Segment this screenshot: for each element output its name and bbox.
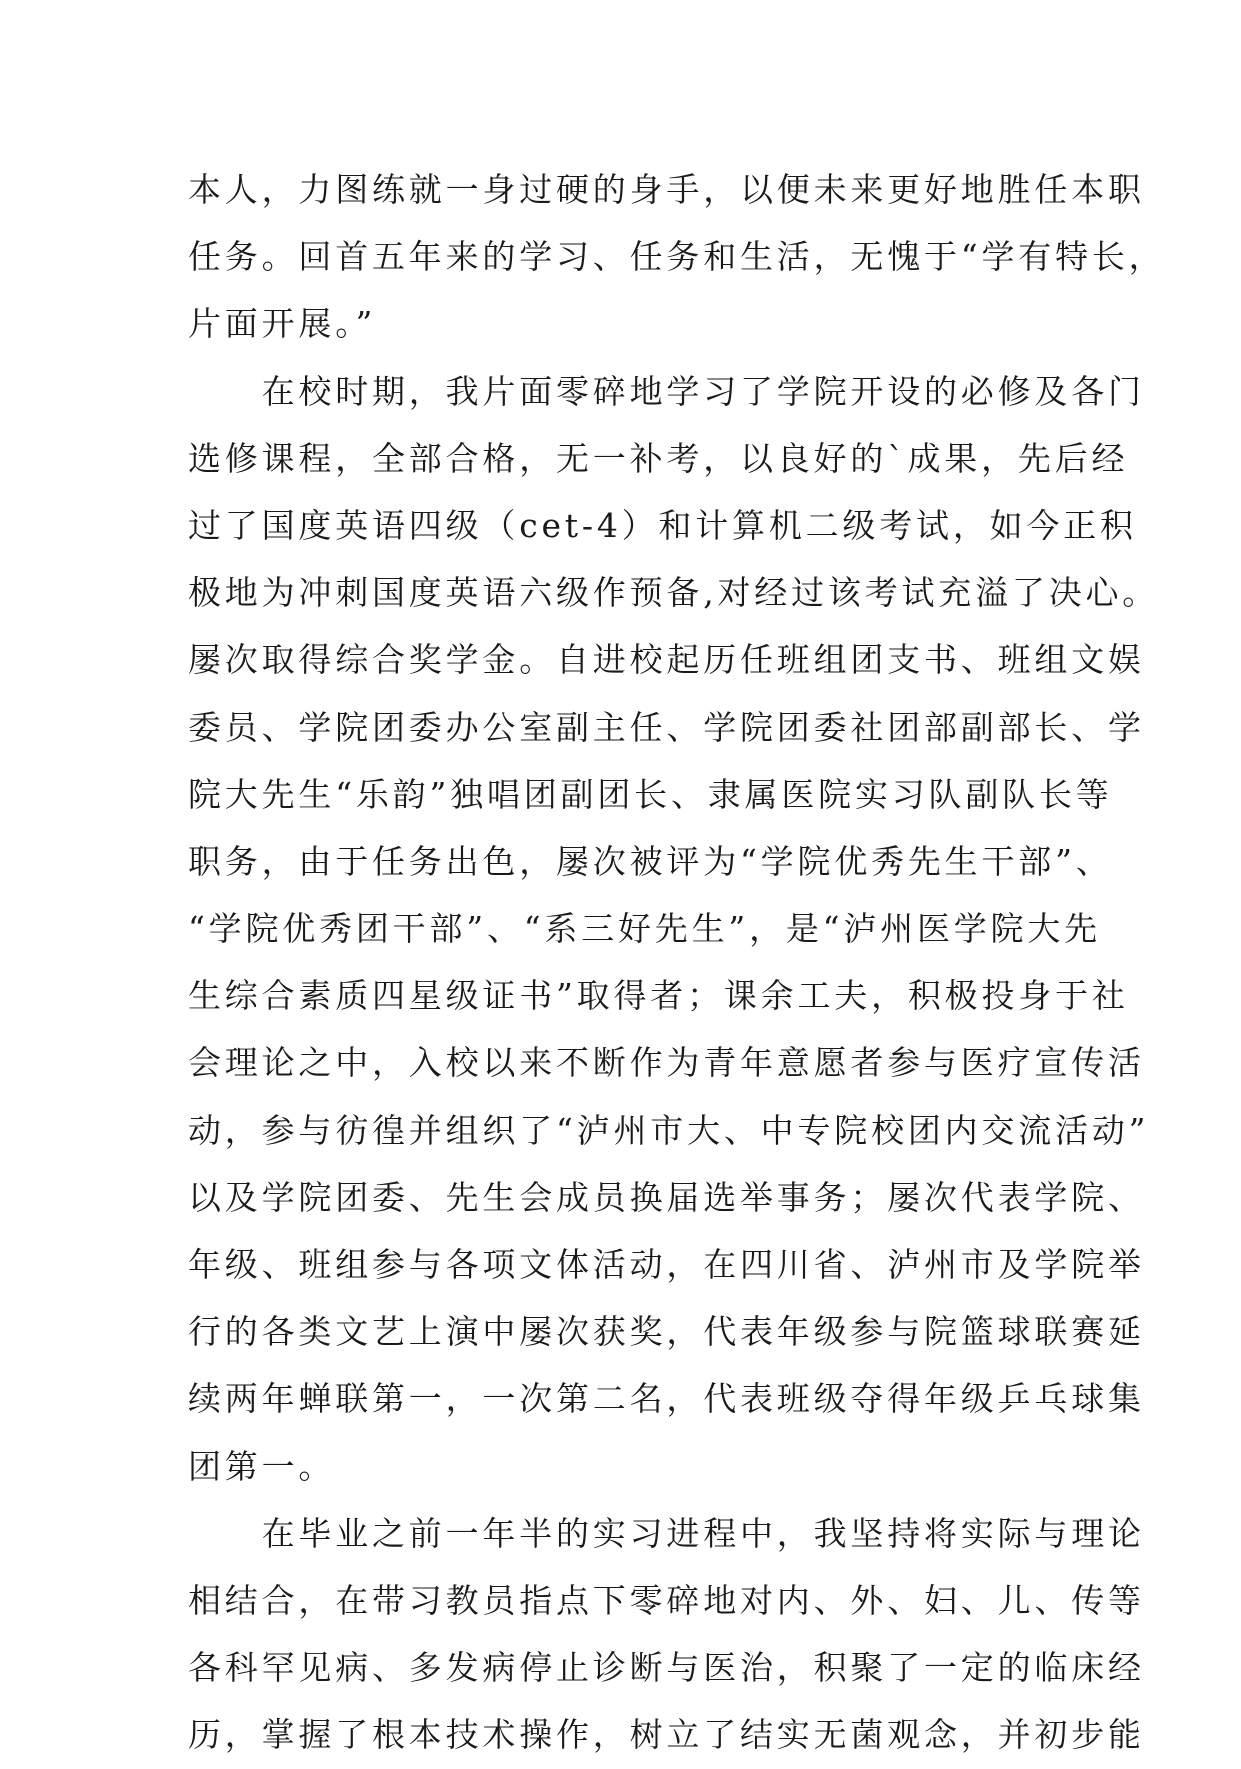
text-line: 以及学院团委、先生会成员换届选举事务；屡次代表学院、 (188, 1177, 1145, 1217)
text-line: 各科罕见病、多发病停止诊断与医治，积聚了一定的临床经 (188, 1648, 1145, 1688)
text-line: 相结合，在带习教员指点下零碎地对内、外、妇、儿、传等 (188, 1580, 1145, 1620)
text-line: 选修课程，全部合格，无一补考，以良好的`成果，先后经 (188, 438, 1129, 478)
text-line: 行的各类文艺上演中屡次获奖，代表年级参与院篮球联赛延 (188, 1312, 1145, 1352)
body-text (188, 156, 1166, 1769)
text-line: 极地为冲刺国度英语六级作预备,对经过该考试充溢了决心。 (188, 573, 1160, 613)
text-line: 团第一。 (188, 1446, 336, 1486)
text-line: 委员、学院团委办公室副主任、学院团委社团部副部长、学 (188, 707, 1145, 747)
text-line: 动，参与彷徨并组织了“泸州市大、中专院校团内交流活动” (188, 1110, 1150, 1150)
text-line: 年级、班组参与各项文体活动，在四川省、泸州市及学院举 (188, 1245, 1145, 1284)
text-line: 院大先生“乐韵”独唱团副团长、隶属医院实习队副队长等 (188, 774, 1113, 814)
text-line: 过了国度英语四级（cet-4）和计算机二级考试，如今正积 (188, 505, 1137, 545)
text-line: 会理论之中，入校以来不断作为青年意愿者参与医疗宣传活 (188, 1043, 1145, 1083)
text-line: 生综合素质四星级证书”取得者；课余工夫，积极投身于社 (188, 976, 1129, 1016)
text-line: 职务，由于任务出色，屡次被评为“学院优秀先生干部”、 (188, 841, 1113, 881)
text-line: 任务。回首五年来的学习、任务和生活，无愧于“学有特长， (188, 237, 1166, 277)
text-line: 在校时期，我片面零碎地学习了学院开设的必修及各门 (188, 371, 1145, 411)
text-line: “学院优秀团干部”、“系三好先生”，是“泸州医学院大先 (188, 909, 1101, 949)
text-line: 历，掌握了根本技术操作，树立了结实无菌观念，并初步能 (188, 1715, 1145, 1755)
text-line: 屡次取得综合奖学金。自进校起历任班组团支书、班组文娱 (188, 640, 1145, 680)
text-line: 本人，力图练就一身过硬的身手，以便未来更好地胜任本职 (188, 170, 1145, 209)
text-line: 续两年蝉联第一，一次第二名，代表班级夺得年级乒乓球集 (188, 1379, 1145, 1419)
text-line: 片面开展。” (188, 304, 377, 344)
text-line: 在毕业之前一年半的实习进程中，我坚持将实际与理论 (188, 1513, 1145, 1553)
